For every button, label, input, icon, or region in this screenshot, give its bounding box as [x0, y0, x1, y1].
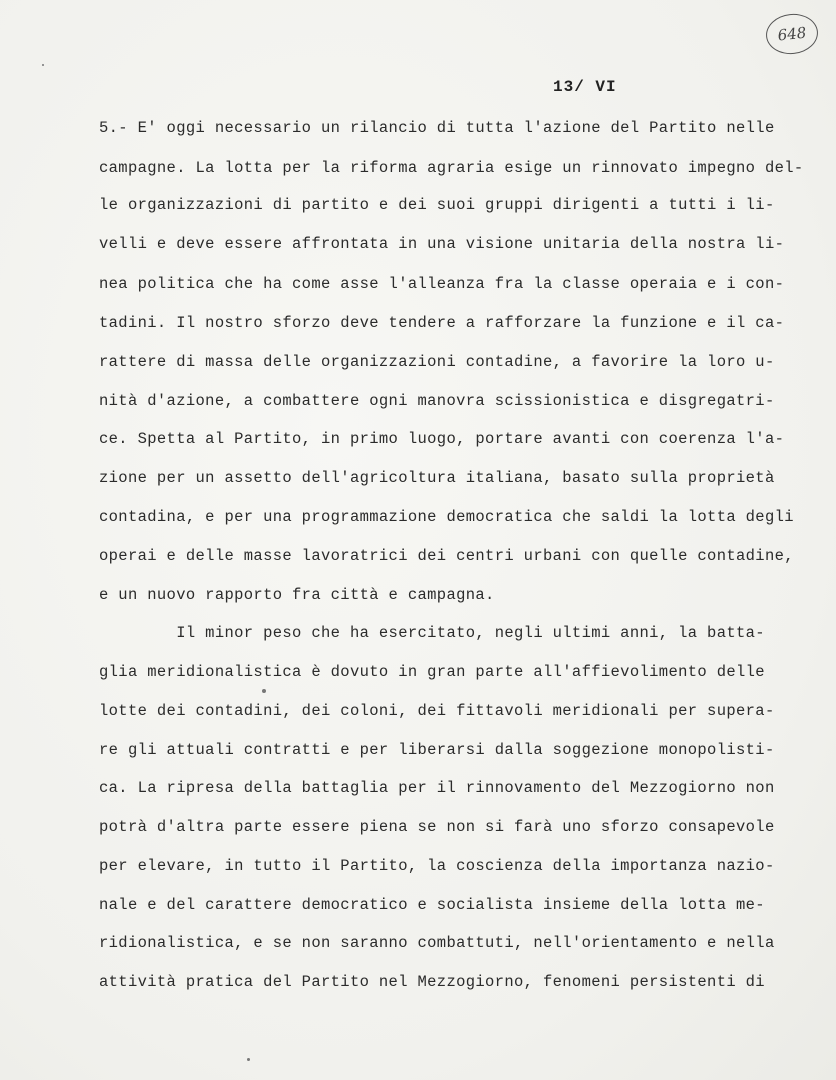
- text-line: nea politica che ha come asse l'alleanza fra la classe operaia e i con-: [99, 275, 785, 293]
- archive-number-stamp: 648: [764, 11, 820, 56]
- paper-speck: [42, 64, 44, 66]
- text-line: potrà d'altra parte essere piena se non si farà uno sforzo consapevole: [99, 818, 775, 836]
- text-line: ridionalistica, e se non saranno combattuti, nell'orientamento e nella: [99, 934, 775, 952]
- text-line: per elevare, in tutto il Partito, la coscienza della importanza nazio-: [99, 857, 775, 875]
- page-number: 13/ VI: [553, 78, 617, 96]
- text-line: contadina, e per una programmazione democratica che saldi la lotta degli: [99, 508, 794, 526]
- text-line: operai e delle masse lavoratrici dei centri urbani con quelle contadine,: [99, 547, 794, 565]
- text-line: nale e del carattere democratico e socialista insieme della lotta me-: [99, 896, 765, 914]
- text-line: tadini. Il nostro sforzo deve tendere a rafforzare la funzione e il ca-: [99, 314, 785, 332]
- text-line: e un nuovo rapporto fra città e campagna.: [99, 586, 495, 604]
- text-line: campagne. La lotta per la riforma agraria esige un rinnovato impegno del-: [99, 159, 804, 177]
- text-line: zione per un assetto dell'agricoltura italiana, basato sulla proprietà: [99, 469, 775, 487]
- text-line: nità d'azione, a combattere ogni manovra scissionistica e disgregatri-: [99, 392, 775, 410]
- text-line: le organizzazioni di partito e dei suoi gruppi dirigenti a tutti i li-: [99, 196, 775, 214]
- text-line: attività pratica del Partito nel Mezzogiorno, fenomeni persistenti di: [99, 973, 765, 991]
- text-line: lotte dei contadini, dei coloni, dei fittavoli meridionali per supera-: [99, 702, 775, 720]
- text-line: ce. Spetta al Partito, in primo luogo, portare avanti con coerenza l'a-: [99, 430, 785, 448]
- text-line: re gli attuali contratti e per liberarsi dalla soggezione monopolisti-: [99, 741, 775, 759]
- paper-speck: [247, 1058, 250, 1061]
- paper-speck: [262, 689, 266, 693]
- text-line: ca. La ripresa della battaglia per il rinnovamento del Mezzogiorno non: [99, 779, 775, 797]
- text-line: velli e deve essere affrontata in una visione unitaria della nostra li-: [99, 235, 785, 253]
- text-line: glia meridionalistica è dovuto in gran parte all'affievolimento delle: [99, 663, 765, 681]
- text-line: rattere di massa delle organizzazioni contadine, a favorire la loro u-: [99, 353, 775, 371]
- text-line: 5.- E' oggi necessario un rilancio di tutta l'azione del Partito nelle: [99, 119, 775, 137]
- text-line: Il minor peso che ha esercitato, negli ultimi anni, la batta-: [99, 624, 765, 642]
